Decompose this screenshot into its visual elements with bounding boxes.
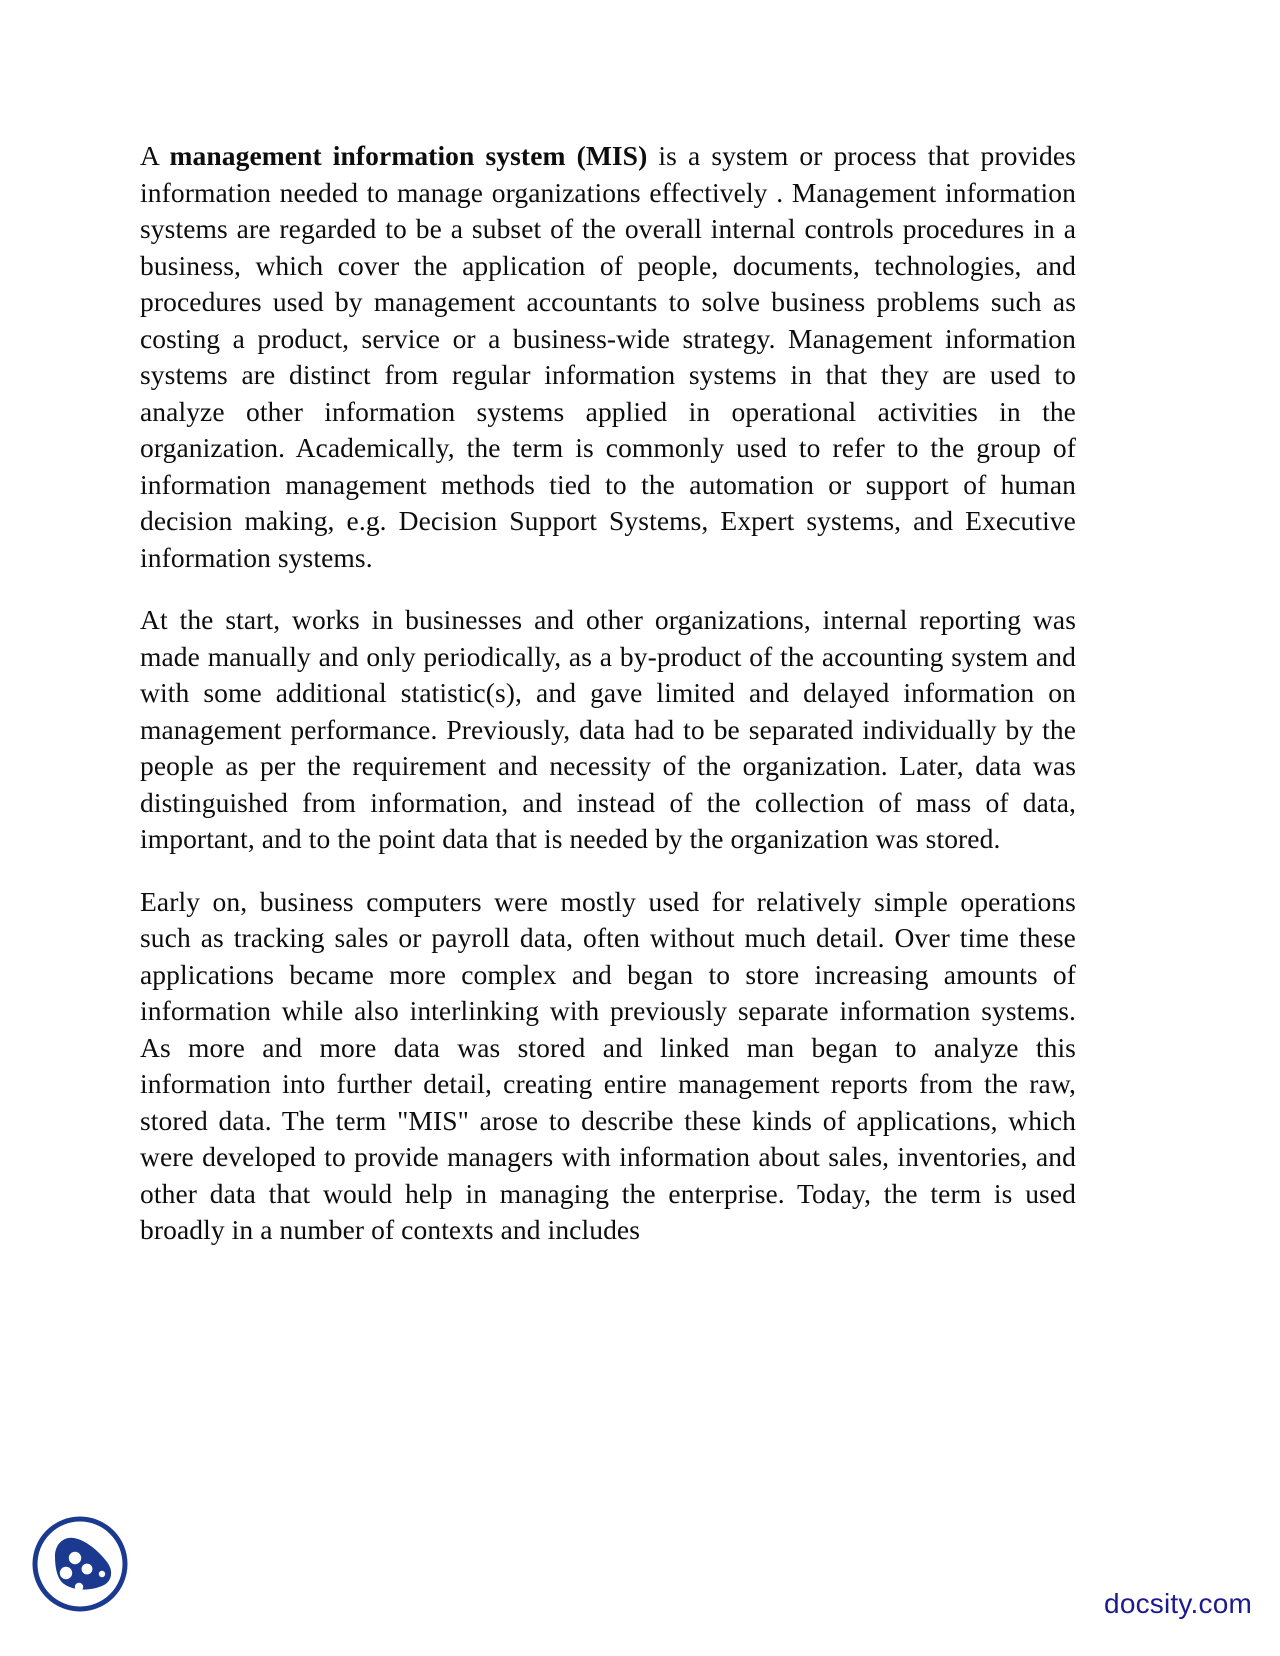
paragraph-1-lead: A [140,140,170,171]
docsity-watermark[interactable]: docsity.com [1104,1588,1252,1619]
term-mis-abbreviation: (MIS) [565,140,648,171]
paragraph-2: At the start, works in businesses and other organizations, internal reporting was made manually and only periodically, as a by-product of the accounting system and with some additional statistic(s), and gave limited and delayed information on management performance. Previously, data had to be separated individually by the people as per the requirement and necessity of the organization. Later, data was distinguished from information, and instead of the collection of mass of data, important, and to the point data that is needed by the organization was stored. [140,604,1076,854]
docsity-logo [28,1512,132,1616]
paragraph-3: Early on, business computers were mostly used for relatively simple operations such as tracking sales or payroll data, often without much detail. Over time these applications became more complex and began to store increasing amounts of information while also interlinking with previously separate information systems. As more and more data was stored and linked man began to analyze this information into further detail, creating entire management reports from the raw, stored data. The term "MIS" arose to describe these kinds of applications, which were developed to provide managers with information about sales, inventories, and other data that would help in managing the enterprise. Today, the term is used broadly in a number of contexts and includes [140,885,1076,1245]
term-management-information-system: management information system [169,140,566,171]
document-body [140,138,1076,1249]
paragraph-1 [140,138,1076,576]
paragraph-1-rest: is a system or process that provides information needed to manage organizations effectively . Management information systems are regarded to be a subset of the overall internal controls procedures in a business, which cover the application of people, documents, technologies, and procedures used by management accountants to solve business problems such as costing a product, service or a business-wide strategy. Management information systems are distinct from regular information systems in that they are used to analyze other information systems applied in operational activities in the organization. Academically, the term is commonly used to refer to the group of information management methods tied to the automation or support of human decision making, e.g. Decision Support Systems, Expert systems, and Executive information systems. [140,140,1076,573]
